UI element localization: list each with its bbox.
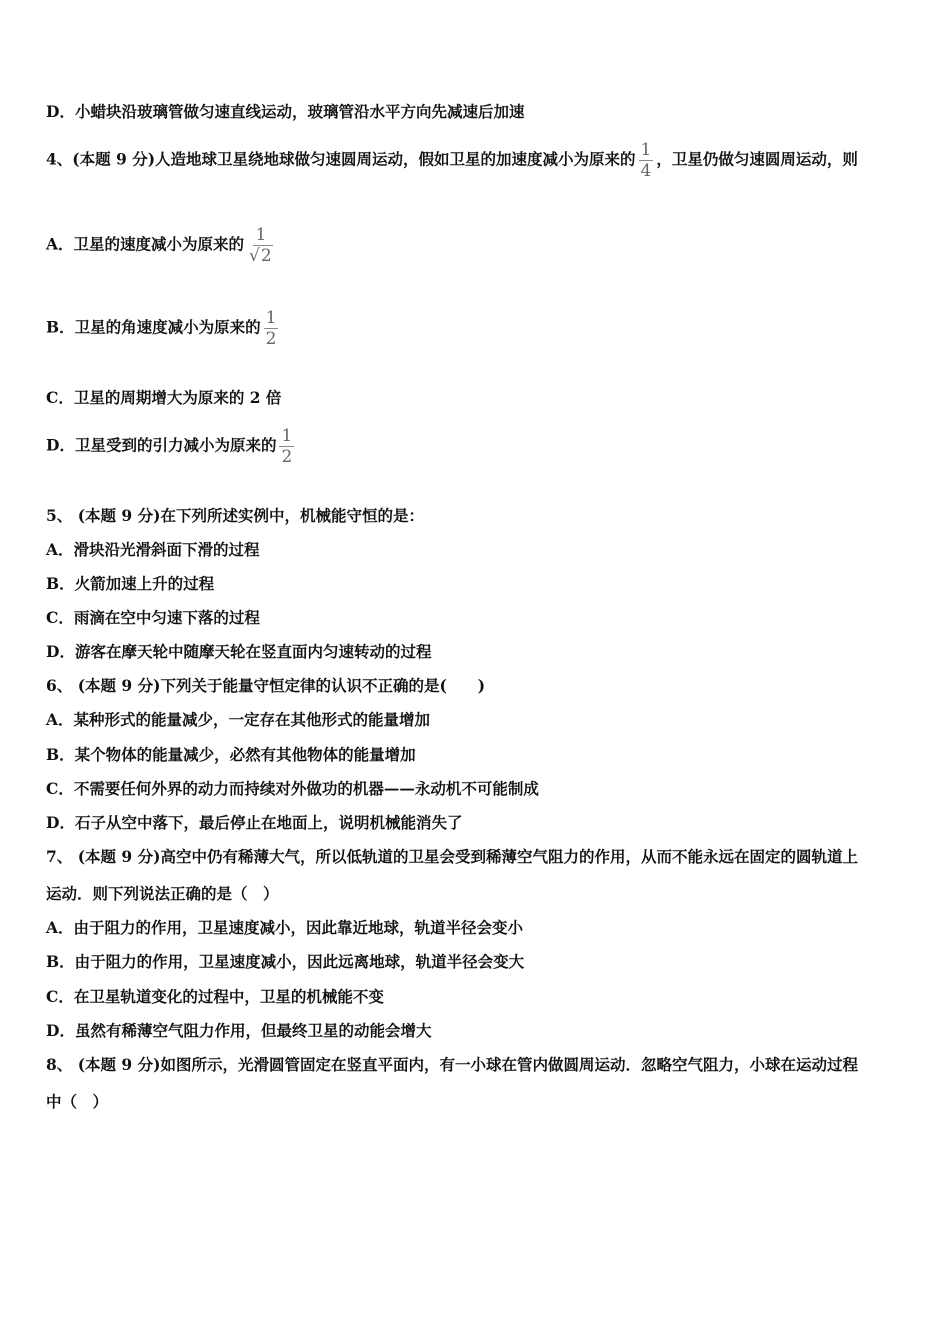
q4-option-a <box>46 225 278 266</box>
q7-stem-continued <box>46 884 279 904</box>
denominator <box>247 246 275 266</box>
option-label: D． <box>46 813 75 832</box>
denominator: 2 <box>265 329 277 349</box>
option-text: 小蜡块沿玻璃管做匀速直线运动，玻璃管沿水平方向先减速后加速 <box>74 102 525 121</box>
option-label: C． <box>46 779 74 798</box>
q4-option-c <box>46 388 281 408</box>
q5-option-c <box>46 608 260 628</box>
option-text: 游客在摩天轮中随摩天轮在竖直面内匀速转动的过程 <box>74 642 432 661</box>
sqrt-sign: √ <box>249 246 260 266</box>
option-label: C． <box>46 388 74 407</box>
option-label: A． <box>46 234 74 254</box>
question-stem: (本题 9 分)人造地球卫星绕地球做匀速圆周运动，假如卫星的加速度减小为原来的 <box>72 149 636 169</box>
numerator: 1 <box>265 308 277 328</box>
question-stem: (本题 9 分)高空中仍有稀薄大气，所以低轨道的卫星会受到稀薄空气阻力的作用，从而不能永远在固定的圆轨道上 <box>72 847 858 866</box>
q8-stem <box>46 1055 858 1075</box>
denominator: 4 <box>640 161 652 181</box>
question-stem: (本题 9 分)下列关于能量守恒定律的认识不正确的是( ) <box>72 676 486 695</box>
question-stem: 运动．则下列说法正确的是（ ） <box>46 884 279 903</box>
q5-option-a <box>46 540 260 560</box>
q7-option-d <box>46 1021 431 1041</box>
q5-option-d <box>46 642 431 662</box>
option-text: 卫星的角速度减小为原来的 <box>74 317 261 337</box>
numerator: 1 <box>281 426 293 446</box>
option-label: A． <box>46 540 74 559</box>
q7-option-c <box>46 987 384 1007</box>
question-stem: 中（ ） <box>46 1092 109 1111</box>
q7-option-b <box>46 952 524 972</box>
fraction <box>279 426 294 467</box>
option-text: 由于阻力的作用，卫星速度减小，因此靠近地球，轨道半径会变小 <box>73 918 524 937</box>
q7-stem <box>46 847 858 867</box>
radicand: 2 <box>260 246 272 266</box>
q6-stem <box>46 676 485 696</box>
question-stem: (本题 9 分)在下列所述实例中，机械能守恒的是： <box>72 506 424 525</box>
option-text: 卫星的周期增大为原来的 2 倍 <box>73 388 282 407</box>
fraction <box>264 308 279 349</box>
option-label: D． <box>46 642 75 661</box>
option-text: 某个物体的能量减少，必然有其他物体的能量增加 <box>74 745 416 764</box>
option-label: B． <box>46 745 75 764</box>
question-number: 5、 <box>46 506 73 525</box>
question-number: 7、 <box>46 847 73 866</box>
numerator: 1 <box>255 225 267 245</box>
option-text: 某种形式的能量减少，一定存在其他形式的能量增加 <box>73 710 431 729</box>
option-label: B． <box>46 952 75 971</box>
fraction <box>247 225 275 266</box>
q6-option-b <box>46 745 416 765</box>
option-text: 在卫星轨道变化的过程中，卫星的机械能不变 <box>73 987 384 1006</box>
question-stem-tail: ，卫星仍做匀速圆周运动，则 <box>656 149 858 169</box>
option-label: D． <box>46 102 75 121</box>
option-text: 火箭加速上升的过程 <box>74 574 215 593</box>
q4-stem <box>46 140 858 181</box>
q4-option-b <box>46 308 281 349</box>
option-text: 虽然有稀薄空气阻力作用，但最终卫星的动能会增大 <box>74 1021 432 1040</box>
option-label: C． <box>46 608 74 627</box>
option-text: 卫星受到的引力减小为原来的 <box>74 435 277 455</box>
option-label: D． <box>46 435 75 455</box>
q4-option-d <box>46 426 297 467</box>
option-label: A． <box>46 710 74 729</box>
option-label: C． <box>46 987 74 1006</box>
option-text: 由于阻力的作用，卫星速度减小，因此远离地球，轨道半径会变大 <box>74 952 525 971</box>
option-text: 石子从空中落下，最后停止在地面上，说明机械能消失了 <box>74 813 463 832</box>
option-label: A． <box>46 918 74 937</box>
q7-option-a <box>46 918 523 938</box>
option-text: 卫星的速度减小为原来的 <box>73 234 245 254</box>
q3-option-d <box>46 102 524 122</box>
option-text: 不需要任何外界的动力而持续对外做功的机器——永动机不可能制成 <box>73 779 539 798</box>
q6-option-c <box>46 779 539 799</box>
numerator: 1 <box>640 140 652 160</box>
option-label: B． <box>46 574 75 593</box>
question-number: 8、 <box>46 1055 73 1074</box>
q5-option-b <box>46 574 214 594</box>
option-label: D． <box>46 1021 75 1040</box>
question-number: 4、 <box>46 149 73 169</box>
q5-stem <box>46 506 424 526</box>
question-number: 6、 <box>46 676 73 695</box>
q6-option-a <box>46 710 430 730</box>
option-text: 滑块沿光滑斜面下滑的过程 <box>73 540 260 559</box>
question-stem: (本题 9 分)如图所示，光滑圆管固定在竖直平面内，有一小球在管内做圆周运动．忽略空气阻力，小球在运动过程 <box>72 1055 858 1074</box>
q8-stem-continued <box>46 1092 108 1112</box>
denominator: 2 <box>281 447 293 467</box>
option-label: B． <box>46 317 75 337</box>
fraction <box>639 140 654 181</box>
q6-option-d <box>46 813 462 833</box>
option-text: 雨滴在空中匀速下落的过程 <box>73 608 260 627</box>
